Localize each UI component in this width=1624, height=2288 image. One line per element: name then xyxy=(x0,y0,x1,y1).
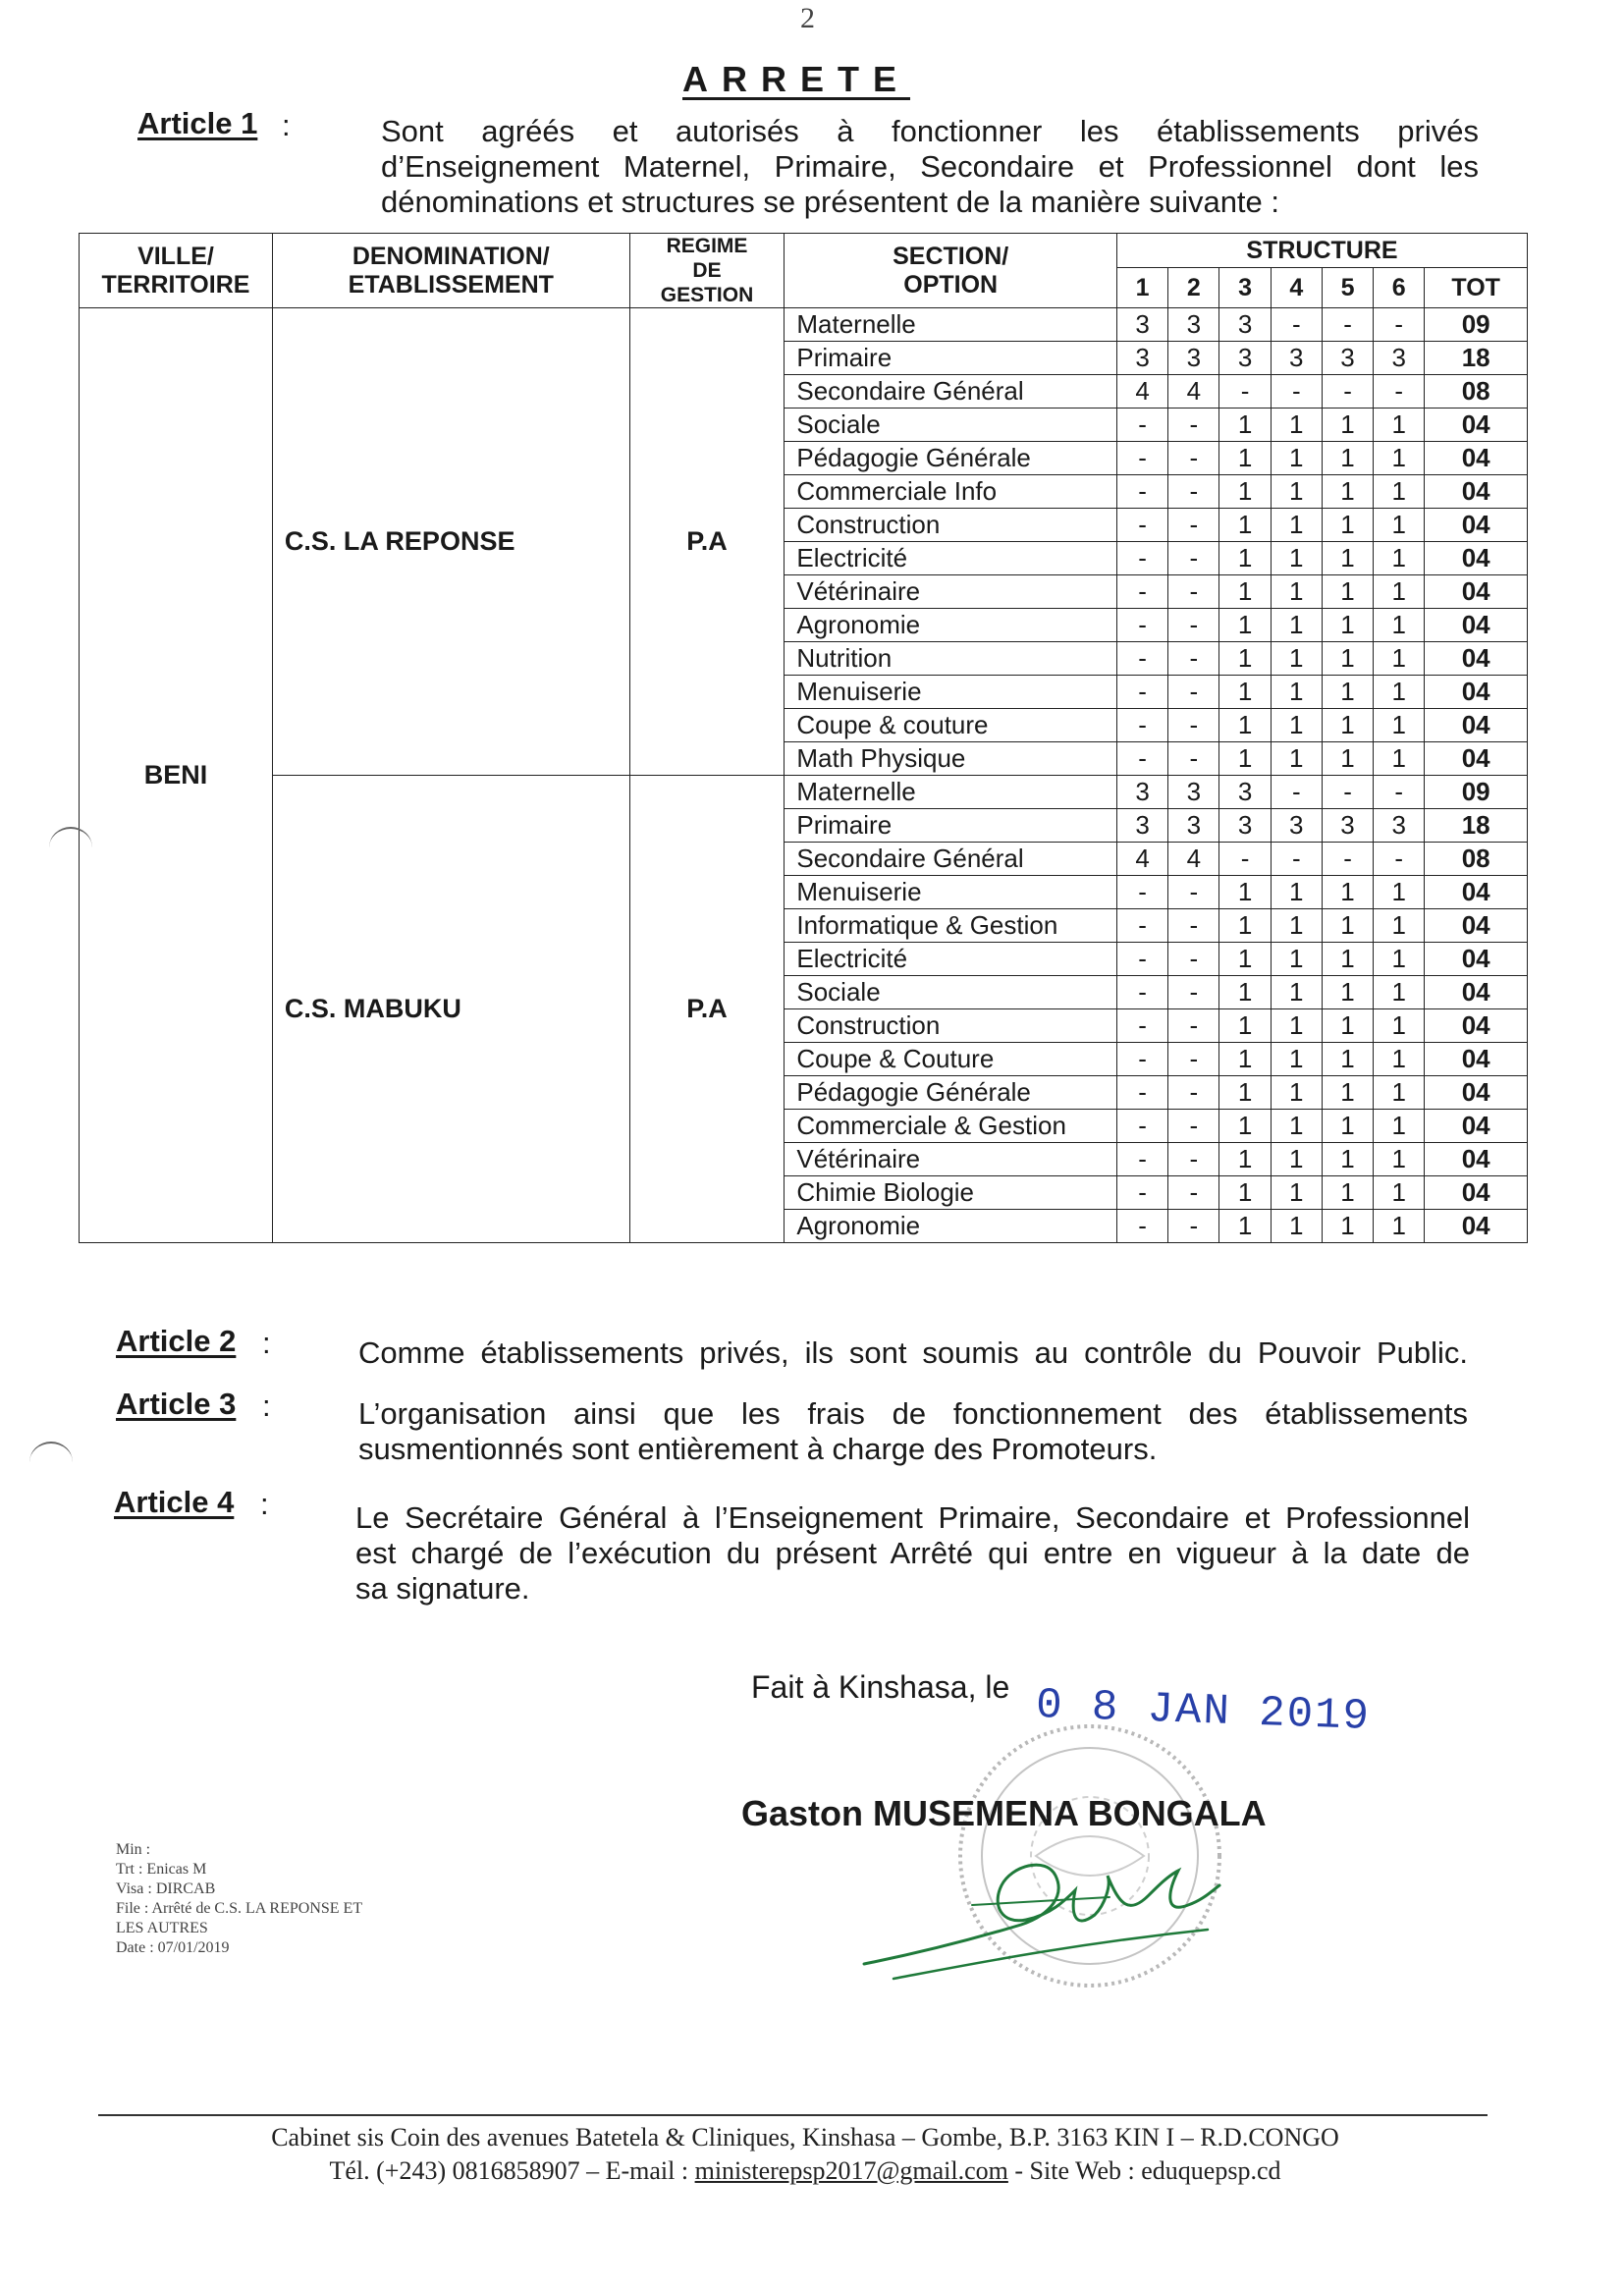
option-cell: Vétérinaire xyxy=(785,575,1117,609)
structure-value-cell: 1 xyxy=(1374,742,1425,776)
article-4-line: est chargé de l’exécution du présent Arrêté qui entre en vigueur à la date de xyxy=(355,1536,1470,1570)
structure-value-cell: 1 xyxy=(1322,1076,1373,1110)
structure-value-cell: - xyxy=(1168,1143,1219,1176)
header-section xyxy=(785,234,1117,308)
structure-value-cell: - xyxy=(1271,375,1322,409)
structure-value-cell: - xyxy=(1168,909,1219,943)
date-stamp: 0 8 JAN 2019 xyxy=(1035,1681,1372,1742)
ref-min: Min : xyxy=(116,1841,151,1858)
structure-value-cell: 1 xyxy=(1322,509,1373,542)
structure-value-cell: 1 xyxy=(1374,1076,1425,1110)
structure-value-cell: - xyxy=(1374,375,1425,409)
structure-value-cell: 3 xyxy=(1374,342,1425,375)
structure-value-cell: 1 xyxy=(1219,909,1271,943)
ville-cell: BENI xyxy=(80,308,273,1243)
structure-value-cell: - xyxy=(1322,375,1373,409)
structure-value-cell: 1 xyxy=(1374,1009,1425,1043)
total-cell: 04 xyxy=(1425,1143,1528,1176)
option-cell: Commerciale & Gestion xyxy=(785,1110,1117,1143)
structure-value-cell: 1 xyxy=(1271,909,1322,943)
structure-value-cell: 3 xyxy=(1219,776,1271,809)
regime-cell: P.A xyxy=(629,308,785,776)
total-cell: 04 xyxy=(1425,409,1528,442)
structure-value-cell: - xyxy=(1168,442,1219,475)
structure-value-cell: - xyxy=(1168,1210,1219,1243)
structure-value-cell: 1 xyxy=(1219,475,1271,509)
option-cell: Commerciale Info xyxy=(785,475,1117,509)
structure-value-cell: 1 xyxy=(1322,709,1373,742)
structure-value-cell: 1 xyxy=(1219,1076,1271,1110)
structure-value-cell: - xyxy=(1168,642,1219,676)
reference-block xyxy=(116,1840,362,1958)
structure-value-cell: 1 xyxy=(1219,742,1271,776)
structure-value-cell: 3 xyxy=(1116,342,1167,375)
structure-value-cell: 1 xyxy=(1322,943,1373,976)
structure-value-cell: 3 xyxy=(1116,809,1167,843)
structure-value-cell: - xyxy=(1271,776,1322,809)
structure-value-cell: - xyxy=(1168,609,1219,642)
total-cell: 04 xyxy=(1425,909,1528,943)
structure-value-cell: 1 xyxy=(1322,1176,1373,1210)
structure-value-cell: 3 xyxy=(1374,809,1425,843)
structure-value-cell: - xyxy=(1116,509,1167,542)
total-cell: 09 xyxy=(1425,308,1528,342)
article-4-line: sa signature. xyxy=(355,1571,530,1606)
option-cell: Electricité xyxy=(785,542,1117,575)
option-cell: Nutrition xyxy=(785,642,1117,676)
structure-value-cell: 1 xyxy=(1219,943,1271,976)
option-cell: Secondaire Général xyxy=(785,375,1117,409)
structure-value-cell: 1 xyxy=(1374,642,1425,676)
page-title: ARRETE xyxy=(682,59,911,99)
structure-value-cell: - xyxy=(1322,843,1373,876)
structure-value-cell: 1 xyxy=(1219,1110,1271,1143)
option-cell: Construction xyxy=(785,509,1117,542)
total-cell: 04 xyxy=(1425,709,1528,742)
option-cell: Agronomie xyxy=(785,1210,1117,1243)
structure-value-cell: 1 xyxy=(1374,475,1425,509)
total-cell: 04 xyxy=(1425,742,1528,776)
total-cell: 04 xyxy=(1425,542,1528,575)
total-cell: 04 xyxy=(1425,1076,1528,1110)
structure-value-cell: 1 xyxy=(1271,575,1322,609)
structure-value-cell: - xyxy=(1271,308,1322,342)
total-cell: 04 xyxy=(1425,475,1528,509)
structure-value-cell: - xyxy=(1116,1176,1167,1210)
structure-value-cell: - xyxy=(1322,308,1373,342)
total-cell: 04 xyxy=(1425,609,1528,642)
structure-value-cell: 1 xyxy=(1374,1110,1425,1143)
option-cell: Pédagogie Générale xyxy=(785,1076,1117,1110)
structure-value-cell: 3 xyxy=(1168,308,1219,342)
article-3-line: L’organisation ainsi que les frais de fonctionnement des établissements xyxy=(358,1396,1468,1431)
structure-value-cell: 1 xyxy=(1322,575,1373,609)
structure-value-cell: 3 xyxy=(1322,342,1373,375)
ref-visa: Visa : DIRCAB xyxy=(116,1880,216,1897)
structure-value-cell: 1 xyxy=(1271,609,1322,642)
structure-value-cell: - xyxy=(1116,1076,1167,1110)
structure-value-cell: 1 xyxy=(1322,542,1373,575)
structure-value-cell: 1 xyxy=(1219,976,1271,1009)
structure-value-cell: 1 xyxy=(1374,442,1425,475)
structure-value-cell: - xyxy=(1168,742,1219,776)
structure-value-cell: 3 xyxy=(1219,809,1271,843)
structure-value-cell: - xyxy=(1116,609,1167,642)
structure-value-cell: - xyxy=(1374,843,1425,876)
header-structure: STRUCTURE xyxy=(1116,234,1527,268)
total-cell: 18 xyxy=(1425,809,1528,843)
header-col-5: 5 xyxy=(1322,268,1373,308)
footer-contact xyxy=(147,2154,1463,2188)
total-cell: 04 xyxy=(1425,1110,1528,1143)
structure-value-cell: 4 xyxy=(1168,843,1219,876)
option-cell: Sociale xyxy=(785,409,1117,442)
structure-value-cell: 3 xyxy=(1116,776,1167,809)
structure-value-cell: 3 xyxy=(1168,776,1219,809)
article-3-colon: : xyxy=(262,1389,271,1423)
article-4-text xyxy=(355,1500,1470,1607)
article-3-text xyxy=(358,1396,1468,1467)
structure-value-cell: 3 xyxy=(1219,308,1271,342)
structure-value-cell: 4 xyxy=(1116,375,1167,409)
structure-value-cell: - xyxy=(1116,1110,1167,1143)
structure-value-cell: 1 xyxy=(1271,642,1322,676)
structure-value-cell: 1 xyxy=(1271,542,1322,575)
structure-value-cell: 1 xyxy=(1322,1009,1373,1043)
option-cell: Vétérinaire xyxy=(785,1143,1117,1176)
structure-value-cell: - xyxy=(1116,676,1167,709)
total-cell: 04 xyxy=(1425,1176,1528,1210)
structure-value-cell: 1 xyxy=(1374,1043,1425,1076)
structure-value-cell: 3 xyxy=(1271,809,1322,843)
option-cell: Menuiserie xyxy=(785,876,1117,909)
total-cell: 04 xyxy=(1425,1009,1528,1043)
structure-value-cell: 1 xyxy=(1322,1110,1373,1143)
article-1-line: dénominations et structures se présentent de la manière suivante : xyxy=(381,185,1280,219)
structure-value-cell: - xyxy=(1168,1110,1219,1143)
total-cell: 08 xyxy=(1425,375,1528,409)
article-1-text xyxy=(381,114,1479,220)
article-2-text xyxy=(358,1335,1468,1371)
structure-value-cell: 1 xyxy=(1374,676,1425,709)
option-cell: Coupe & couture xyxy=(785,709,1117,742)
structure-value-cell: 1 xyxy=(1219,876,1271,909)
structure-value-cell: - xyxy=(1219,375,1271,409)
option-cell: Agronomie xyxy=(785,609,1117,642)
option-cell: Sociale xyxy=(785,976,1117,1009)
option-cell: Pédagogie Générale xyxy=(785,442,1117,475)
structure-value-cell: - xyxy=(1322,776,1373,809)
structure-value-cell: - xyxy=(1168,1009,1219,1043)
structure-value-cell: - xyxy=(1116,475,1167,509)
total-cell: 04 xyxy=(1425,943,1528,976)
structure-value-cell: - xyxy=(1116,542,1167,575)
structure-value-cell: - xyxy=(1168,943,1219,976)
structure-value-cell: 1 xyxy=(1271,676,1322,709)
structure-value-cell: 1 xyxy=(1271,1210,1322,1243)
structure-value-cell: - xyxy=(1168,676,1219,709)
structure-value-cell: - xyxy=(1168,1176,1219,1210)
header-denomination-line: DENOMINATION/ xyxy=(352,242,550,270)
structure-value-cell: 3 xyxy=(1219,342,1271,375)
option-cell: Electricité xyxy=(785,943,1117,976)
total-cell: 04 xyxy=(1425,509,1528,542)
header-ville xyxy=(80,234,273,308)
structure-value-cell: - xyxy=(1168,409,1219,442)
structure-value-cell: 1 xyxy=(1374,976,1425,1009)
structure-value-cell: 1 xyxy=(1322,609,1373,642)
structure-value-cell: - xyxy=(1168,709,1219,742)
structure-value-cell: 3 xyxy=(1322,809,1373,843)
place-date-text: Fait à Kinshasa, le xyxy=(751,1669,1010,1705)
structure-value-cell: 1 xyxy=(1322,475,1373,509)
structure-value-cell: 1 xyxy=(1374,542,1425,575)
option-cell: Primaire xyxy=(785,809,1117,843)
structure-value-cell: - xyxy=(1168,575,1219,609)
punch-mark xyxy=(49,827,92,868)
structure-value-cell: 1 xyxy=(1271,1076,1322,1110)
punch-mark xyxy=(29,1442,73,1483)
structure-value-cell: - xyxy=(1116,742,1167,776)
header-col-1: 1 xyxy=(1116,268,1167,308)
structure-value-cell: - xyxy=(1219,843,1271,876)
option-cell: Construction xyxy=(785,1009,1117,1043)
structure-value-cell: 1 xyxy=(1219,442,1271,475)
structure-value-cell: 1 xyxy=(1322,742,1373,776)
structure-value-cell: 1 xyxy=(1322,976,1373,1009)
page-number: 2 xyxy=(800,2,815,34)
header-ville-line: TERRITOIRE xyxy=(101,270,250,299)
structure-value-cell: 1 xyxy=(1374,1210,1425,1243)
structure-value-cell: - xyxy=(1168,1043,1219,1076)
structure-value-cell: 1 xyxy=(1219,1143,1271,1176)
header-col-2: 2 xyxy=(1168,268,1219,308)
structure-value-cell: 1 xyxy=(1322,676,1373,709)
option-cell: Maternelle xyxy=(785,308,1117,342)
structure-value-cell: 3 xyxy=(1271,342,1322,375)
structure-value-cell: - xyxy=(1168,475,1219,509)
structure-value-cell: 1 xyxy=(1322,1210,1373,1243)
structure-value-cell: - xyxy=(1116,909,1167,943)
header-col-4: 4 xyxy=(1271,268,1322,308)
total-cell: 04 xyxy=(1425,876,1528,909)
structure-value-cell: - xyxy=(1116,1143,1167,1176)
structure-value-cell: - xyxy=(1168,509,1219,542)
school-name-cell: C.S. LA REPONSE xyxy=(272,308,629,776)
structure-value-cell: 1 xyxy=(1219,709,1271,742)
structure-value-cell: 1 xyxy=(1219,575,1271,609)
structure-value-cell: 1 xyxy=(1374,609,1425,642)
structure-value-cell: 1 xyxy=(1219,642,1271,676)
structure-value-cell: 1 xyxy=(1271,1043,1322,1076)
structure-value-cell: 4 xyxy=(1168,375,1219,409)
article-3-label: Article 3 xyxy=(116,1387,237,1421)
option-cell: Chimie Biologie xyxy=(785,1176,1117,1210)
total-cell: 04 xyxy=(1425,575,1528,609)
structure-value-cell: 1 xyxy=(1374,876,1425,909)
footer xyxy=(147,2121,1463,2188)
article-4-label: Article 4 xyxy=(114,1485,235,1519)
total-cell: 04 xyxy=(1425,1210,1528,1243)
article-1-line: d’Enseignement Maternel, Primaire, Secondaire et Professionnel dont les xyxy=(381,149,1479,184)
option-cell: Primaire xyxy=(785,342,1117,375)
header-regime-line: DE xyxy=(692,259,722,282)
article-3-line: susmentionnés sont entièrement à charge des Promoteurs. xyxy=(358,1432,1158,1466)
structure-value-cell: - xyxy=(1374,776,1425,809)
structure-value-cell: 1 xyxy=(1271,976,1322,1009)
structure-value-cell: 3 xyxy=(1116,308,1167,342)
option-cell: Informatique & Gestion xyxy=(785,909,1117,943)
article-2-label: Article 2 xyxy=(116,1324,237,1358)
handwritten-signature-icon xyxy=(854,1846,1227,1993)
footer-site: - Site Web : eduquepsp.cd xyxy=(1007,2156,1281,2185)
structure-value-cell: 1 xyxy=(1271,475,1322,509)
structure-value-cell: 1 xyxy=(1271,742,1322,776)
structure-value-cell: 1 xyxy=(1271,1143,1322,1176)
article-2-colon: : xyxy=(262,1326,271,1360)
article-1-label: Article 1 xyxy=(137,106,258,140)
header-section-line: SECTION/ xyxy=(893,242,1009,270)
structure-value-cell: 1 xyxy=(1219,542,1271,575)
structure-value-cell: 1 xyxy=(1219,1210,1271,1243)
structure-value-cell: 1 xyxy=(1322,876,1373,909)
structure-value-cell: - xyxy=(1116,575,1167,609)
structure-value-cell: - xyxy=(1168,542,1219,575)
structure-value-cell: - xyxy=(1116,976,1167,1009)
footer-tel: Tél. (+243) 0816858907 – E-mail : xyxy=(329,2156,695,2185)
regime-cell: P.A xyxy=(629,776,785,1243)
total-cell: 04 xyxy=(1425,1043,1528,1076)
footer-address: Cabinet sis Coin des avenues Batetela & Cliniques, Kinshasa – Gombe, B.P. 3163 KIN I – R.D.CONGO xyxy=(271,2123,1339,2152)
total-cell: 08 xyxy=(1425,843,1528,876)
header-section-line: OPTION xyxy=(903,270,999,299)
total-cell: 04 xyxy=(1425,976,1528,1009)
structure-value-cell: - xyxy=(1116,1210,1167,1243)
article-4-line: Le Secrétaire Général à l’Enseignement Primaire, Secondaire et Professionnel xyxy=(355,1500,1470,1535)
structure-value-cell: - xyxy=(1271,843,1322,876)
structure-value-cell: 1 xyxy=(1271,409,1322,442)
structure-value-cell: 1 xyxy=(1374,409,1425,442)
header-denomination-line: ETABLISSEMENT xyxy=(348,270,554,299)
structure-value-cell: 1 xyxy=(1271,876,1322,909)
structure-value-cell: 1 xyxy=(1271,442,1322,475)
structure-value-cell: - xyxy=(1168,976,1219,1009)
ref-trt: Trt : Enicas M xyxy=(116,1861,207,1878)
article-4-colon: : xyxy=(260,1487,269,1521)
option-cell: Coupe & Couture xyxy=(785,1043,1117,1076)
header-col-6: 6 xyxy=(1374,268,1425,308)
structure-value-cell: 1 xyxy=(1374,575,1425,609)
structure-value-cell: 1 xyxy=(1219,609,1271,642)
structure-value-cell: 1 xyxy=(1374,1176,1425,1210)
header-denomination xyxy=(272,234,629,308)
signatory-name: Gaston MUSEMENA BONGALA xyxy=(741,1793,1267,1833)
structure-value-cell: 1 xyxy=(1271,509,1322,542)
footer-email-link[interactable]: ministerepsp2017@gmail.com xyxy=(694,2156,1008,2185)
option-cell: Maternelle xyxy=(785,776,1117,809)
header-regime-line: REGIME xyxy=(666,235,748,257)
structure-value-cell: 1 xyxy=(1271,943,1322,976)
total-cell: 04 xyxy=(1425,642,1528,676)
structure-value-cell: - xyxy=(1374,308,1425,342)
structure-value-cell: 1 xyxy=(1374,509,1425,542)
table-body xyxy=(80,308,1528,1243)
option-cell: Secondaire Général xyxy=(785,843,1117,876)
header-regime xyxy=(629,234,785,308)
structure-value-cell: 1 xyxy=(1322,1143,1373,1176)
structure-value-cell: 1 xyxy=(1219,676,1271,709)
structure-value-cell: 1 xyxy=(1374,909,1425,943)
structure-value-cell: 1 xyxy=(1219,1043,1271,1076)
header-col-tot: TOT xyxy=(1425,268,1528,308)
structure-value-cell: 1 xyxy=(1374,1143,1425,1176)
structure-value-cell: 1 xyxy=(1322,1043,1373,1076)
header-regime-line: GESTION xyxy=(660,284,754,306)
structure-value-cell: 1 xyxy=(1271,1009,1322,1043)
structure-value-cell: - xyxy=(1116,409,1167,442)
article-2-line: Comme établissements privés, ils sont soumis au contrôle du Pouvoir Public. xyxy=(358,1335,1468,1370)
total-cell: 09 xyxy=(1425,776,1528,809)
table-row xyxy=(80,776,1528,809)
structure-value-cell: 1 xyxy=(1322,642,1373,676)
structure-value-cell: - xyxy=(1116,1043,1167,1076)
ref-file: File : Arrêté de C.S. LA REPONSE ET xyxy=(116,1900,363,1917)
ref-date: Date : 07/01/2019 xyxy=(116,1939,230,1956)
structure-value-cell: - xyxy=(1116,442,1167,475)
structure-value-cell: 1 xyxy=(1219,409,1271,442)
structure-value-cell: 1 xyxy=(1219,509,1271,542)
structure-value-cell: 1 xyxy=(1219,1176,1271,1210)
option-cell: Math Physique xyxy=(785,742,1117,776)
ref-file-cont: LES AUTRES xyxy=(116,1920,208,1936)
total-cell: 04 xyxy=(1425,676,1528,709)
structure-value-cell: 1 xyxy=(1322,409,1373,442)
structure-value-cell: 3 xyxy=(1168,342,1219,375)
structure-value-cell: - xyxy=(1116,1009,1167,1043)
header-col-3: 3 xyxy=(1219,268,1271,308)
structure-value-cell: 1 xyxy=(1374,943,1425,976)
total-cell: 04 xyxy=(1425,442,1528,475)
table-row xyxy=(80,308,1528,342)
structure-value-cell: - xyxy=(1168,1076,1219,1110)
structure-value-cell: 1 xyxy=(1271,709,1322,742)
header-ville-line: VILLE/ xyxy=(137,242,214,270)
structure-value-cell: 1 xyxy=(1322,442,1373,475)
structure-value-cell: 4 xyxy=(1116,843,1167,876)
structure-value-cell: 1 xyxy=(1271,1110,1322,1143)
structure-value-cell: 3 xyxy=(1168,809,1219,843)
structure-value-cell: - xyxy=(1116,642,1167,676)
structure-table xyxy=(79,233,1528,1243)
structure-value-cell: 1 xyxy=(1219,1009,1271,1043)
article-1-colon: : xyxy=(282,108,291,142)
structure-value-cell: - xyxy=(1116,943,1167,976)
article-1-line: Sont agréés et autorisés à fonctionner les établissements privés xyxy=(381,114,1479,148)
structure-value-cell: 1 xyxy=(1374,709,1425,742)
structure-value-cell: - xyxy=(1116,709,1167,742)
structure-value-cell: - xyxy=(1168,876,1219,909)
footer-rule xyxy=(98,2114,1488,2116)
option-cell: Menuiserie xyxy=(785,676,1117,709)
school-name-cell: C.S. MABUKU xyxy=(272,776,629,1243)
structure-value-cell: 1 xyxy=(1322,909,1373,943)
total-cell: 18 xyxy=(1425,342,1528,375)
structure-value-cell: - xyxy=(1116,876,1167,909)
structure-value-cell: 1 xyxy=(1271,1176,1322,1210)
